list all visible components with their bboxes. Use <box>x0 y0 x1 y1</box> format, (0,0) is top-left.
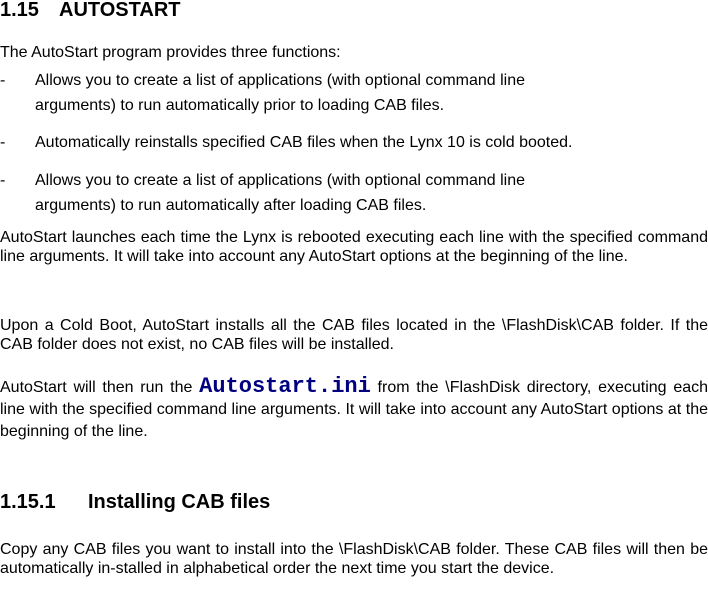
body-paragraph: AutoStart launches each time the Lynx is rebooted executing each line with the specified command line arguments. It will take into account any AutoStart options at the beginning of the line. <box>0 229 708 265</box>
paragraph-text: from the \FlashDisk directory, executing each line with the specified command line arguments. It will take into account any AutoStart options at the beginning of the line. <box>0 379 708 440</box>
list-item-line: Allows you to create a list of applications (with optional command line <box>35 72 526 89</box>
intro-paragraph: The AutoStart program provides three functions: <box>0 44 341 61</box>
subsection-title: Installing CAB files <box>88 491 271 513</box>
body-paragraph: Copy any CAB files you want to install into the \FlashDisk\CAB folder. These CAB files will then be automatically in-stalled in alphabetical order the next time you start the device. <box>0 541 708 577</box>
subsection-heading <box>0 490 270 514</box>
section-title: AUTOSTART <box>59 0 181 21</box>
bullet-marker: - <box>0 134 6 151</box>
bullet-marker: - <box>0 72 6 89</box>
section-heading <box>0 0 180 22</box>
code-filename: Autostart.ini <box>199 374 371 399</box>
body-paragraph: Upon a Cold Boot, AutoStart installs all the CAB files located in the \FlashDisk\CAB folder. If the CAB folder does not exist, no CAB files will be installed. <box>0 317 708 353</box>
subsection-number: 1.15.1 <box>0 491 56 513</box>
section-number: 1.15 <box>0 0 39 21</box>
list-item-line: arguments) to run automatically prior to loading CAB files. <box>35 97 445 114</box>
list-item-line: Automatically reinstalls specified CAB files when the Lynx 10 is cold booted. <box>35 134 573 151</box>
body-paragraph <box>0 376 708 443</box>
list-item-line: arguments) to run automatically after loading CAB files. <box>35 197 427 214</box>
paragraph-text: AutoStart will then run the <box>0 379 200 396</box>
list-item-line: Allows you to create a list of applications (with optional command line <box>35 172 526 189</box>
bullet-marker: - <box>0 172 6 189</box>
